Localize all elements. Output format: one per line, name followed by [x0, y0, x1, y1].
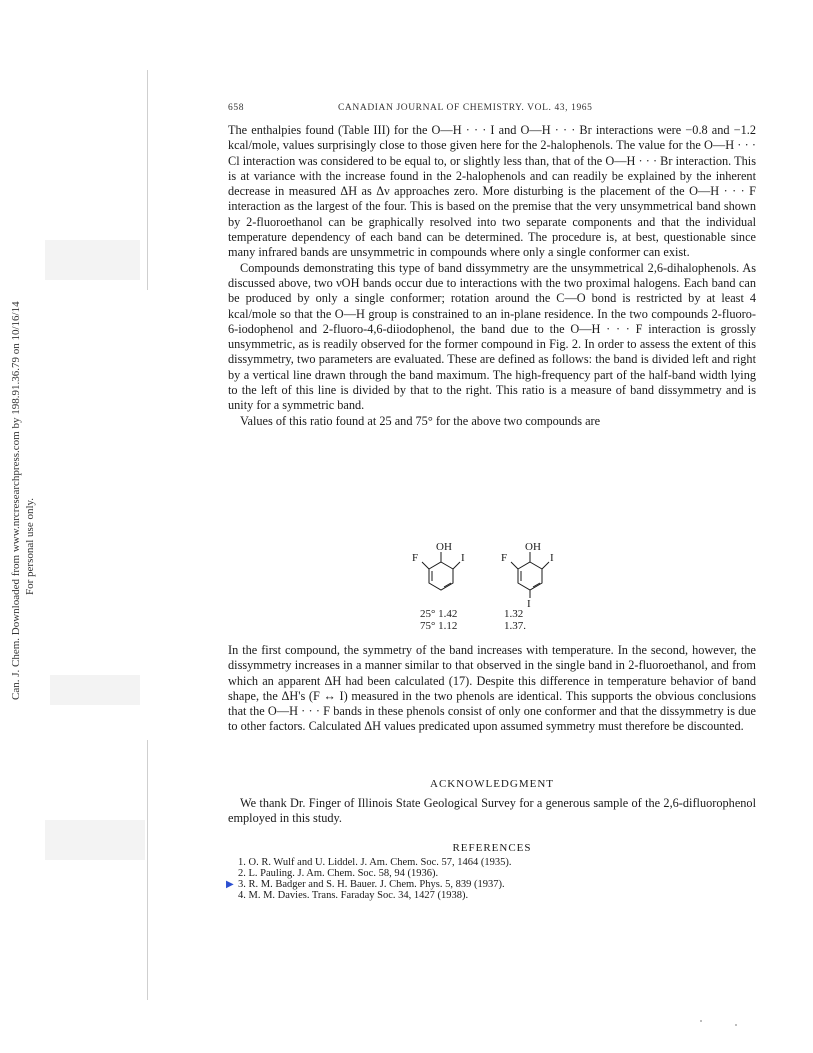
ratio-25-first: 25° 1.42	[420, 608, 458, 620]
paragraph-3: Values of this ratio found at 25 and 75° for the above two compounds are	[240, 413, 601, 428]
right-bottom-i-label: I	[527, 598, 531, 610]
reference-arrow-icon: ▶	[226, 879, 234, 890]
acknowledgment-text	[228, 796, 756, 827]
margin-rule-upper	[147, 70, 148, 290]
watermark-line-1: Can. J. Chem. Downloaded from www.nrcresearchpress.com by 198.91.36.79 on 10/16/14	[10, 301, 22, 700]
running-head: CANADIAN JOURNAL OF CHEMISTRY. VOL. 43, 1965	[338, 103, 593, 113]
margin-rule-lower	[147, 740, 148, 1000]
paragraph-4: In the first compound, the symmetry of the band increases with temperature. In the second, however, the dissymmetry increases in a manner similar to that observed in the single band in 2-fluoroethanol, and from which an apparent ΔH had been calculated (17). Despite this difference in temperature behavior of band shape, the ΔH's (F ↔ I) measured in the two phenols are identical. This supports the obvious conclusions that the O—H · · · F bands in these phenols consist of only one conformer and that the dissymmetry is due to other factors. Calculated ΔH values predicated upon assumed symmetry must therefore be discounted.	[228, 643, 756, 734]
ratio-row-75	[420, 620, 544, 632]
body-text	[228, 123, 756, 429]
acknowledgment-heading: ACKNOWLEDGMENT	[430, 778, 554, 790]
scan-dot	[700, 1020, 702, 1022]
left-oh-label: OH	[436, 541, 452, 553]
scan-dot	[735, 1024, 737, 1026]
reference-item[interactable]: 4. M. M. Davies. Trans. Faraday Soc. 34, 1427 (1938).	[238, 890, 469, 901]
ratio-75-second: 1.37.	[504, 620, 526, 632]
right-f-label: F	[501, 552, 508, 564]
references-list	[226, 857, 758, 901]
reference-text: 3. R. M. Badger and S. H. Bauer. J. Chem. Phys. 5, 839 (1937).	[238, 879, 505, 890]
right-i-label: I	[550, 552, 554, 564]
scan-smudge-3	[45, 820, 145, 860]
body-text-continued	[228, 643, 756, 735]
ratio-values	[420, 608, 544, 632]
compound-left	[422, 552, 460, 590]
compound-right	[511, 552, 549, 598]
download-watermark	[5, 280, 35, 700]
ratio-25-second: 1.32	[504, 608, 524, 620]
page-number: 658	[228, 103, 245, 113]
page-header	[228, 103, 758, 117]
ratio-row-25	[420, 608, 544, 620]
scan-smudge-1	[45, 240, 140, 280]
scan-smudge-2	[50, 675, 140, 705]
references-heading: REFERENCES	[452, 842, 532, 854]
left-f-label: F	[412, 552, 419, 564]
paragraph-2: Compounds demonstrating this type of band dissymmetry are the unsymmetrical 2,6-dihalophenols. As discussed above, two νOH bands occur due to interactions with the two proximal halogens. Each band can be produced by only a single conformer; rotation around the C—O bond is restricted by at least 4 kcal/mole so that the O—H group is constrained to an in-plane residence. In the two compounds 2-fluoro-6-iodophenol and 2-fluoro-4,6-diiodophenol, the band due to the O—H · · · F interaction is grossly unsymmetric, as is readily observed for the former compound in Fig. 2. In order to assess the extent of this dissymmetry, two parameters are evaluated. These are defined as follows: the band is divided left and right by a vertical line drawn through the band maximum. The high-frequency part of the half-band width lying to the left of this line is divided by that to the right. This ratio is a measure of band dissymmetry and is unity for a symmetric band.	[228, 260, 756, 413]
right-oh-label: OH	[525, 541, 541, 553]
left-i-label: I	[461, 552, 465, 564]
acknowledgment-paragraph: We thank Dr. Finger of Illinois State Geological Survey for a generous sample of the 2,6-difluorophenol employed in this study.	[228, 796, 756, 826]
reference-item[interactable]: 1. O. R. Wulf and U. Liddel. J. Am. Chem. Soc. 57, 1464 (1935).	[238, 857, 512, 868]
reference-item-highlighted[interactable]	[226, 879, 758, 890]
ratio-75-first: 75° 1.12	[420, 620, 458, 632]
watermark-line-2: For personal use only.	[24, 497, 36, 595]
paragraph-1: The enthalpies found (Table III) for the O—H · · · I and O—H · · · Br interactions were −0.8 and −1.2 kcal/mole, values surprisingly close to those given here for the 2-halophenols. The value for the O—H · · · Cl interaction was considered to be equal to, or slightly less than, that of the O—H · · · Br interaction. This is at variance with the increase found in the 2-halophenols and can readily be explained by the inherent decrease in measured ΔH as Δν approaches zero. More disturbing is the placement of the O—H · · · F interaction as the largest of the four. This is based on the premise that the very unsymmetrical band shown by 2-fluoroethanol can be graphically resolved into two separate components and that the individual temperature dependency of each band can be determined. The procedure is, at best, questionable since many infrared bands are unsymmetric in compounds where only a single conformer can exist.	[228, 123, 756, 260]
reference-item[interactable]: 2. L. Pauling. J. Am. Chem. Soc. 58, 94 (1936).	[238, 868, 439, 879]
